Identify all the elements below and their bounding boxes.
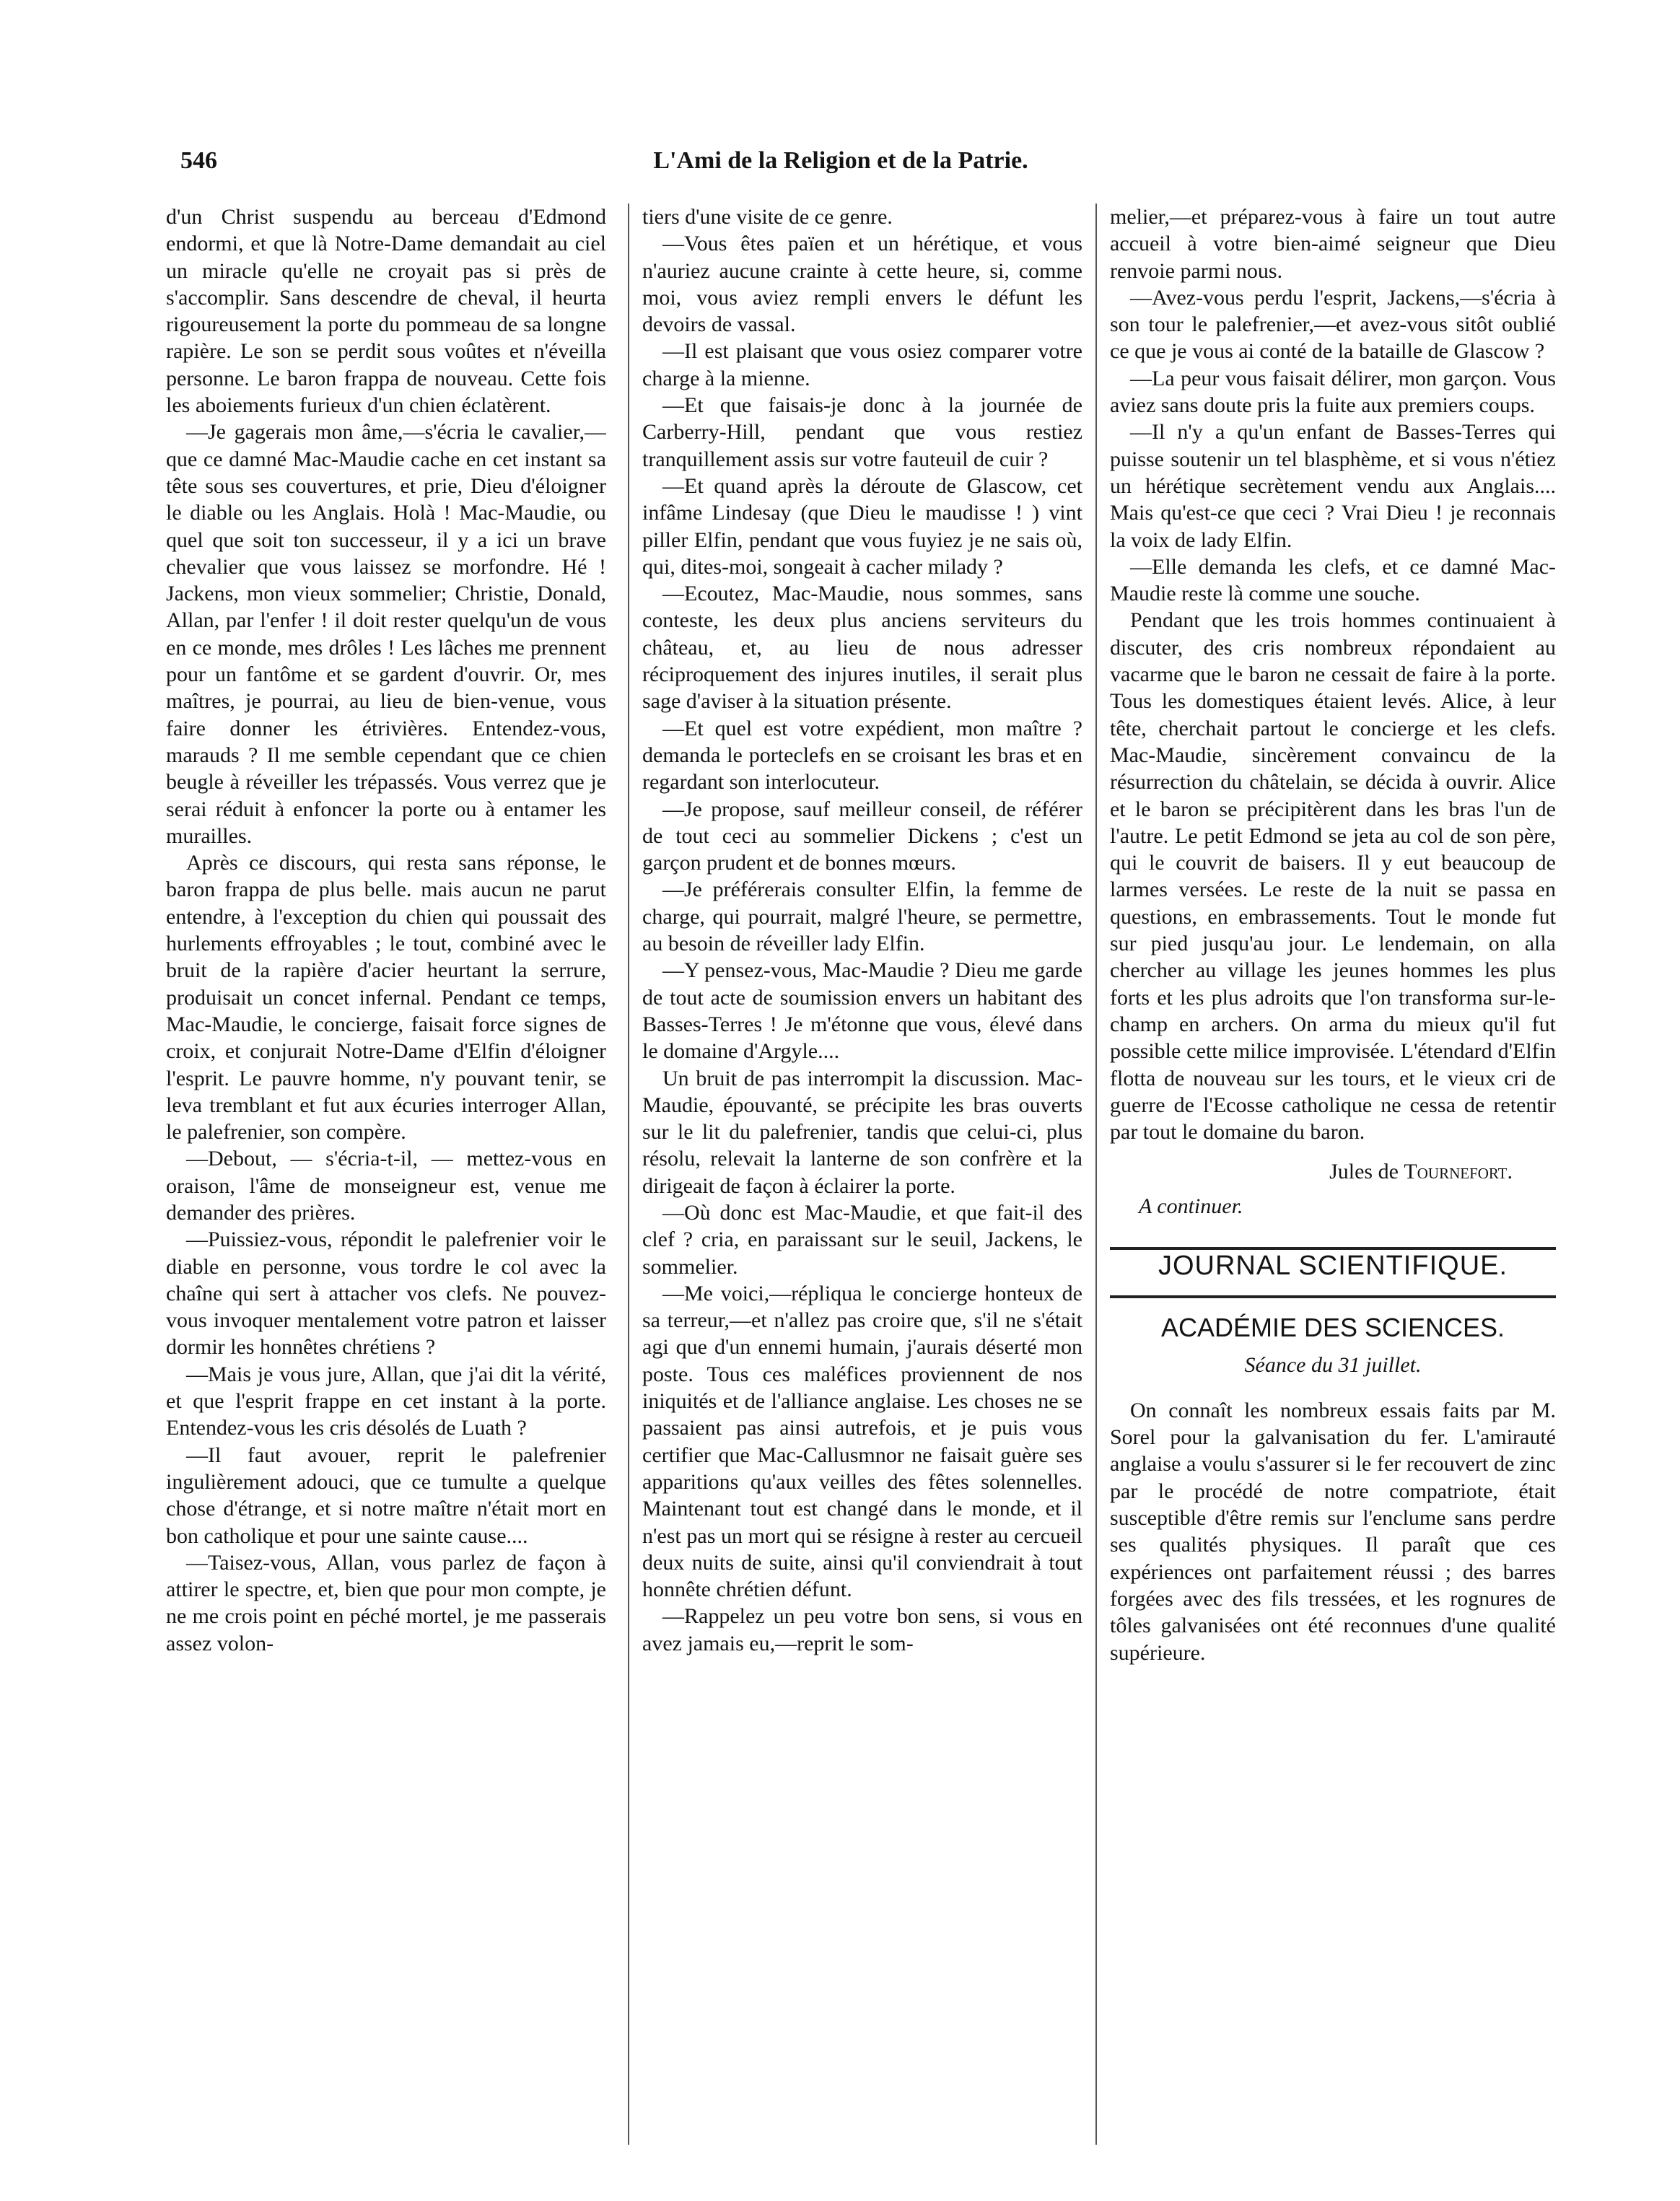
- feuilleton-text: [1110, 204, 1556, 1145]
- paragraph: —Rappelez un peu votre bon sens, si vous en avez jamais eu,—reprit le som-: [642, 1604, 1082, 1655]
- author-prefix: Jules de: [1329, 1160, 1399, 1184]
- text-column-right: [1110, 204, 1556, 2152]
- paragraph: —Et quel est votre expédient, mon maître ? demanda le porteclefs en se croisant les bras et en regardant son interlocuteur.: [642, 716, 1082, 795]
- paragraph: —Et que faisais-je donc à la journée de Carberry-Hill, pendant que vous restiez tranquillement assis sur votre fauteuil de cuir ?: [642, 393, 1082, 471]
- text-column-left: [166, 204, 606, 2152]
- paragraph: —Vous êtes païen et un hérétique, et vous n'auriez aucune crainte à cette heure, si, comme moi, vous aviez rempli envers le défunt les devoirs de vassal.: [642, 232, 1082, 337]
- paragraph: —La peur vous faisait délirer, mon garçon. Vous aviez sans doute pris la fuite aux premiers coups.: [1110, 366, 1556, 418]
- paragraph: —Où donc est Mac-Maudie, et que fait-il des clef ? cria, en paraissant sur le seuil, Jackens, le sommelier.: [642, 1200, 1082, 1279]
- section-divider: [1110, 1247, 1556, 1250]
- paragraph: —Y pensez-vous, Mac-Maudie ? Dieu me garde de tout acte de soumission envers un habitant des Basses-Terres ! Je m'étonne que vous, élevé dans le domaine d'Argyle....: [642, 958, 1082, 1064]
- science-paragraph: On connaît les nombreux essais faits par M. Sorel pour la galvanisation du fer. L'amirauté anglaise a voulu s'assurer si le fer recouvert de zinc par le procédé de notre compatriote, était susceptible d'être remis sur l'enclume sans perdre ses qualités physiques. Il paraît que ces expériences ont parfaitement réussi ; des barres forgées avec des fils tressées, et les rognures de tôles galvanisées ont été reconnues d'une qualité supérieure.: [1110, 1398, 1556, 1665]
- column-rule: [1095, 204, 1097, 2145]
- paragraph: —Elle demanda les clefs, et ce damné Mac-Maudie reste là comme une souche.: [1110, 554, 1556, 606]
- paragraph: —Je propose, sauf meilleur conseil, de référer de tout ceci au sommelier Dickens ; c'est un garçon prudent et de bonnes mœurs.: [642, 797, 1082, 875]
- subsection-title: ACADÉMIE DES SCIENCES.: [1160, 1313, 1505, 1343]
- paragraph: Pendant que les trois hommes continuaient à discuter, des cris nombreux répondaient au vacarme que le baron ne cessait de faire à la porte. Tous les domestiques étaient levés. Alice, à leur tête, cherchait partout le concierge et les clefs. Mac-Maudie, sincèrement convaincu de la résurrection du châtelain, se décida à ouvrir. Alice et le baron se précipitèrent dans les bras l'un de l'autre. Le petit Edmond se jeta au col de son père, qui le couvrit de baisers. Il y eut beaucoup de larmes versées. Le reste de la nuit se passa en questions, en embrassements. Tout le monde fut sur pied jusqu'au jour. Le lendemain, on alla chercher au village les jeunes hommes les plus forts et les plus adroits que l'on transforma sur-le-champ en archers. On arma du mieux qu'il fut possible cette milice improvisée. L'étendard d'Elfin flotta de nouveau sur les tours, et le vieux cri de guerre de l'Ecosse catholique ne cessa de retentir par tout le domaine du baron.: [1110, 608, 1556, 1145]
- paragraph: d'un Christ suspendu au berceau d'Edmond endormi, et que là Notre-Dame demandait au ciel un miracle qu'elle ne croyait pas si près de s'accomplir. Sans descendre de cheval, il heurta rigoureusement la porte du pommeau de sa longne rapière. Le son se perdit sous voûtes et n'éveilla personne. Le baron frappa de nouveau. Cette fois les aboiements furieux d'un chien éclatèrent.: [166, 205, 606, 418]
- running-title: L'Ami de la Religion et de la Patrie.: [653, 147, 1028, 174]
- paragraph: tiers d'une visite de ce genre.: [642, 205, 893, 229]
- paragraph: —Je préférerais consulter Elfin, la femme de charge, qui pourrait, malgré l'heure, se permettre, au besoin de réveiller lady Elfin.: [642, 878, 1082, 956]
- paragraph: —Il n'y a qu'un enfant de Basses-Terres qui puisse soutenir un tel blasphème, et si vous n'étiez un hérétique secrètement vendu aux Anglais.... Mais qu'est-ce que ceci ? Vrai Dieu ! je reconnais la voix de lady Elfin.: [1110, 420, 1556, 552]
- paragraph: Après ce discours, qui resta sans réponse, le baron frappa de plus belle. mais aucun ne parut entendre, à l'exception du chien qui poussait des hurlements effroyables ; le tout, combiné avec le bruit de la rapière d'acier heurtant la serrure, produisait un concet infernal. Pendant ce temps, Mac-Maudie, le concierge, faisait force signes de croix, et conjurait Notre-Dame d'Elfin d'éloigner l'esprit. Le pauvre homme, n'y pouvant tenir, se leva tremblant et fut aux écuries interroger Allan, le palefrenier, son compère.: [166, 851, 606, 1145]
- paragraph: —Puissiez-vous, répondit le palefrenier voir le diable en personne, vous tordre le col avec la chaîne qui sert à attacher vos clefs. Ne pouvez-vous invoquer mentalement votre patron et laisser dormir les honnêtes chrétiens ?: [166, 1228, 606, 1360]
- continuation-note: A continuer.: [1139, 1194, 1243, 1218]
- page-header: [180, 143, 1501, 186]
- paragraph: —Taisez-vous, Allan, vous parlez de façon à attirer le spectre, et, bien que pour mon compte, je ne me crois point en péché mortel, je me passerais assez volon-: [166, 1550, 606, 1655]
- paragraph: —Je gagerais mon âme,—s'écria le cavalier,—que ce damné Mac-Maudie cache en cet instant sa tête sous ses couvertures, et prie, Dieu d'éloigner le diable ou les Anglais. Holà ! Mac-Maudie, ou quel que soit ton successeur, il y a ici un brave chevalier que vous laissez se morfondre. Hé ! Jackens, mon vieux sommelier; Christie, Donald, Allan, par l'enfer ! il doit rester quelqu'un de vous en ce monde, mes drôles ! Les lâches me prennent pour un fantôme et se gardent d'ouvrir. Or, mes maîtres, je pourrai, au lieu de bien-venue, vous faire donner les étrivières. Entendez-vous, marauds ? Il me semble cependant que ce chien beugle à réveiller les trépassés. Vous verrez que je serai réduit à enfoncer la porte ou à entamer les murailles.: [166, 420, 606, 848]
- paragraph: —Avez-vous perdu l'esprit, Jackens,—s'écria à son tour le palefrenier,—et avez-vous sitôt oublié ce que je vous ai conté de la bataille de Glascow ?: [1110, 285, 1556, 364]
- paragraph: —Il est plaisant que vous osiez comparer votre charge à la mienne.: [642, 339, 1082, 390]
- paragraph: melier,—et préparez-vous à faire un tout autre accueil à votre bien-aimé seigneur que Dieu renvoie parmi nous.: [1110, 205, 1556, 283]
- paragraph: Un bruit de pas interrompit la discussion. Mac-Maudie, épouvanté, se précipite les bras ouverts sur le lit du palefrenier, tandis que celui-ci, plus résolu, relevait la lanterne de son confrère et la dirigeait de façon à éclairer la porte.: [642, 1066, 1082, 1198]
- section-title: JOURNAL SCIENTIFIQUE.: [1158, 1250, 1508, 1281]
- text-column-middle: [642, 204, 1082, 2152]
- paragraph: —Il faut avouer, reprit le palefrenier ingulièrement adouci, que ce tumulte a quelque chose d'étrange, et si notre maître n'était mort en bon catholique et pour une sainte cause....: [166, 1443, 606, 1548]
- session-date: Séance du 31 juillet.: [1244, 1352, 1422, 1377]
- paragraph: —Mais je vous jure, Allan, que j'ai dit la vérité, et que l'esprit frappe en cet instant à la porte. Entendez-vous les cris désolés de Luath ?: [166, 1362, 606, 1440]
- author-name: Tournefort.: [1404, 1160, 1513, 1184]
- paragraph: —Me voici,—répliqua le concierge honteux de sa terreur,—et n'allez pas croire que, s'il ne s'était agi que d'un ennemi humain, j'aurais déserté mon poste. Tous ces maléfices proviennent de nos iniquités et de l'alliance anglaise. Les choses ne se passaient pas ainsi autrefois, et je puis vous certifier que Mac-Callusmnor ne faisait guère ses apparitions qu'aux veilles des fêtes solennelles. Maintenant tout est changé dans le monde, et il n'est pas un mort qui se résigne à rester au cercueil deux nuits de suite, ainsi qu'il conviendrait à tout honnête chrétien défunt.: [642, 1281, 1082, 1602]
- column-rule: [628, 204, 629, 2145]
- section-divider: [1110, 1295, 1556, 1298]
- paragraph: —Debout, — s'écria-t-il, — mettez-vous en oraison, l'âme de monseigneur est, venue me demander des prières.: [166, 1147, 606, 1225]
- page-number: 546: [180, 147, 217, 174]
- paragraph: —Ecoutez, Mac-Maudie, nous sommes, sans conteste, les deux plus anciens serviteurs du château, et, au lieu de nous adresser réciproquement des injures inutiles, il serait plus sage d'aviser à la situation présente.: [642, 582, 1082, 714]
- paragraph: —Et quand après la déroute de Glascow, cet infâme Lindesay (que Dieu le maudisse ! ) vint piller Elfin, pendant que vous fuyiez je ne sais où, qui, dites-moi, songeait à cacher milady ?: [642, 473, 1082, 579]
- author-signature: [1110, 1158, 1556, 1185]
